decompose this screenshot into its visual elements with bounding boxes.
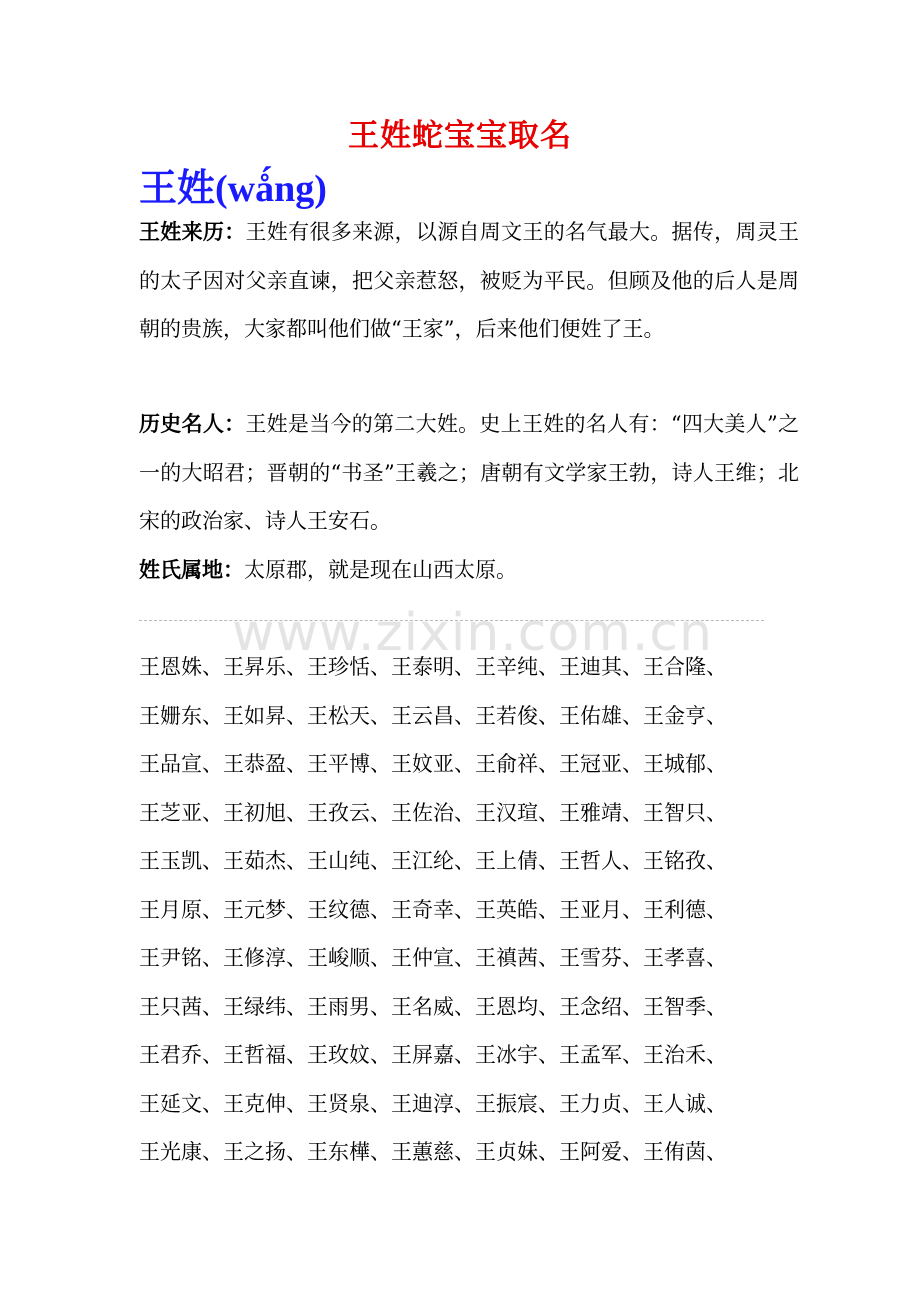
name-line: 王芝亚、王初旭、王孜云、王佐治、王汉瑄、王雅靖、王智只、 bbox=[139, 800, 727, 825]
origin-paragraph bbox=[139, 208, 799, 354]
watermark: www.zixin.com.cn bbox=[232, 603, 713, 663]
origin-text: 王姓有很多来源，以源自周文王的名气最大。据传，周灵王的太子因对父亲直谏，把父亲惹怒，被贬为平民。但顾及他的后人是周朝的贵族，大家都叫他们做“王家”，后来他们便姓了王。 bbox=[139, 220, 799, 341]
origin-label: 王姓来历： bbox=[139, 219, 246, 244]
surname-chinese: 王姓 bbox=[139, 165, 216, 210]
name-line: 王玉凯、王茹杰、王山纯、王江纶、王上倩、王哲人、王铭孜、 bbox=[139, 849, 727, 873]
region-label: 姓氏属地： bbox=[139, 557, 244, 582]
name-line: 王品宣、王恭盈、王平博、王妏亚、王俞祥、王冠亚、王城郁、 bbox=[139, 752, 727, 776]
name-line: 王延文、王克伸、王贤泉、王迪淳、王振宸、王力贞、王人诚、 bbox=[139, 1091, 727, 1116]
names-list bbox=[139, 643, 799, 1177]
name-line: 王月原、王元梦、王纹德、王奇幸、王英皓、王亚月、王利德、 bbox=[139, 897, 727, 922]
name-line: 王恩姝、王昇乐、王珍恬、王泰明、王辛纯、王迪其、王合隆、 bbox=[139, 655, 727, 679]
name-line: 王君乔、王哲福、王玫妏、王屏嘉、王冰宇、王孟军、王治禾、 bbox=[139, 1043, 727, 1067]
name-line: 王只茜、王绿纬、王雨男、王名威、王恩均、王念绍、王智季、 bbox=[139, 994, 727, 1019]
name-line: 王光康、王之扬、王东樺、王蕙慈、王贞妹、王阿爱、王侑茵、 bbox=[139, 1140, 727, 1164]
name-line: 王尹铭、王修淳、王峻顺、王仲宣、王禛茜、王雪芬、王孝喜、 bbox=[139, 946, 727, 970]
surname-pinyin: (wǻng) bbox=[215, 168, 327, 210]
region-paragraph bbox=[139, 546, 799, 595]
document-title: 王姓蛇宝宝取名 bbox=[348, 118, 572, 154]
region-text: 太原郡，就是现在山西太原。 bbox=[244, 558, 517, 582]
name-line: 王姗东、王如昇、王松天、王云昌、王若俊、王佑雄、王金亨、 bbox=[139, 703, 727, 728]
famous-people-text: 王姓是当今的第二大姓。史上王姓的名人有：“四大美人”之一的大昭君；晋朝的“书圣”王羲之；唐朝有文学家王勃，诗人王维；北宋的政治家、诗人王安石。 bbox=[139, 412, 799, 533]
famous-people-paragraph bbox=[139, 400, 799, 546]
famous-people-label: 历史名人： bbox=[139, 411, 246, 436]
